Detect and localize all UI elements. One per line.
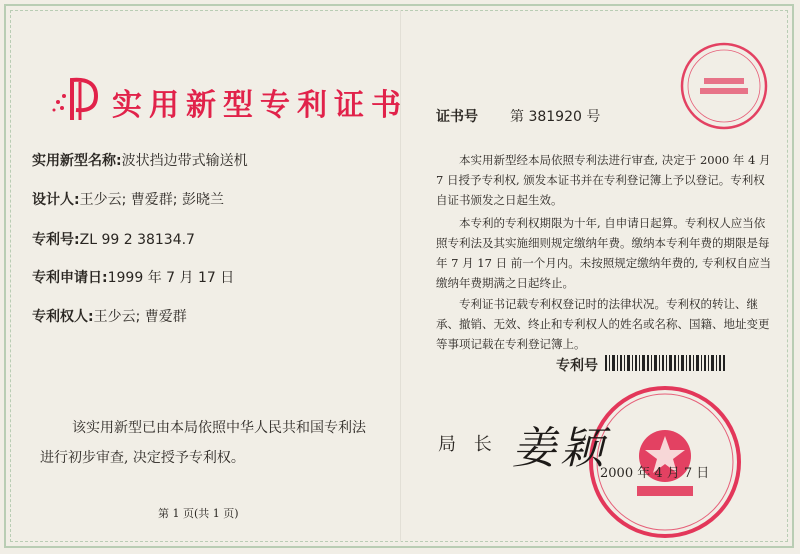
designer-value: 王少云; 曹爱群; 彭晓兰 bbox=[79, 192, 224, 208]
designer-label: 设计人: bbox=[32, 192, 80, 208]
grant-notice-line-1: 该实用新型已由本局依照中华人民共和国专利法 bbox=[72, 420, 366, 436]
patent-office-logo-icon bbox=[50, 74, 110, 124]
stamp-duty-seal-icon bbox=[678, 40, 770, 132]
grant-decision-paragraph: 本实用新型经本局依照专利法进行审查, 决定于 2000 年 4 月 7 日授予专利权, 颁发本证书并在专利登记簿上予以登记。专利权自证书颁发之日起生效。 bbox=[436, 153, 771, 207]
patentee-value: 王少云; 曹爱群 bbox=[93, 309, 187, 325]
utility-model-name-row bbox=[32, 150, 248, 170]
certificate-title: 实用新型专利证书 bbox=[112, 88, 408, 123]
utility-model-name-label: 实用新型名称: bbox=[32, 153, 122, 169]
barcode-icon bbox=[605, 355, 725, 371]
legal-status-paragraph: 专利证书记载专利权登记时的法律状况。专利权的转让、继承、撤销、无效、终止和专利权人的姓名或名称、国籍、地址变更等事项记载在专利登记簿上。 bbox=[436, 297, 770, 351]
utility-model-name-value: 波状挡边带式输送机 bbox=[121, 153, 248, 169]
certificate-number-value: 第 381920 号 bbox=[510, 109, 601, 125]
patentee-label: 专利权人: bbox=[32, 309, 94, 325]
director-label: 局 长 bbox=[438, 434, 498, 455]
director-signature: 姜颖 bbox=[512, 423, 608, 474]
designer-row bbox=[32, 189, 224, 209]
patentee-row bbox=[32, 306, 187, 326]
certificate-number-label: 证书号 bbox=[436, 109, 478, 125]
filing-date-label: 专利申请日: bbox=[32, 270, 108, 286]
patent-number-barcode-label: 专利号 bbox=[556, 358, 598, 374]
patent-number-label: 专利号: bbox=[32, 232, 80, 248]
filing-date-value: 1999 年 7 月 17 日 bbox=[107, 270, 235, 286]
filing-date-row bbox=[32, 267, 234, 287]
term-paragraph: 本专利的专利权期限为十年, 自申请日起算。专利权人应当依照专利法及其实施细则规定缴纳年费。缴纳本专利年费的期限是每年 7 月 17 日 前一个月内。未按照规定缴纳年费的, 专利权自应当缴纳年费期满之日起终止。 bbox=[436, 216, 772, 290]
issue-date: 2000 年 4 月 7 日 bbox=[600, 466, 710, 481]
patent-number-row bbox=[32, 229, 195, 249]
page-footer: 第 1 页(共 1 页) bbox=[158, 507, 239, 520]
patent-number-value: ZL 99 2 38134.7 bbox=[79, 232, 195, 248]
grant-notice-line-2: 进行初步审查, 决定授予专利权。 bbox=[40, 450, 245, 466]
